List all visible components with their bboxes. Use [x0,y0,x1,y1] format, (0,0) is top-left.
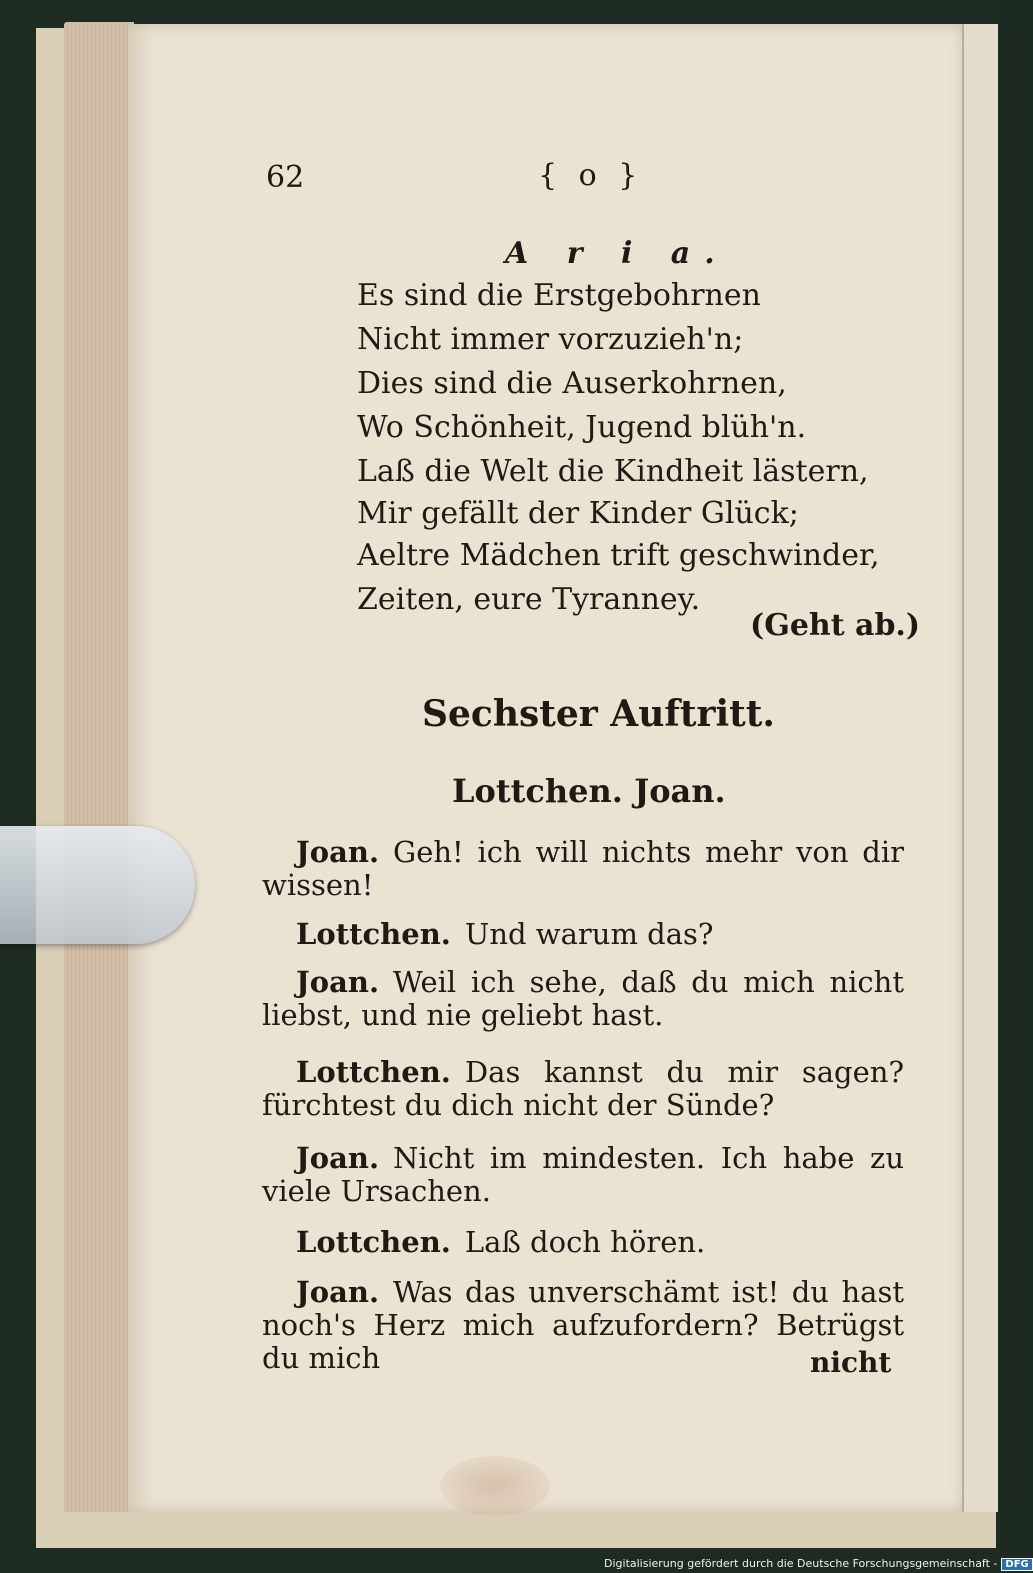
verse-line: Wo Schönheit, Jugend blüh'n. [357,410,807,445]
dialogue-line [262,1226,904,1259]
glass-page-weight [0,826,195,944]
page-number: 62 [266,160,305,195]
dialogue-text: Weil ich sehe, daß du mich nicht liebst, und nie geliebt hast. [262,965,904,1032]
speaker-name: Lottchen. [296,917,451,951]
paper-stain [440,1456,550,1516]
dialogue-line [262,1276,904,1375]
scene-characters: Lottchen. Joan. [452,772,726,810]
dialogue-text: Laß doch hören. [464,1225,706,1259]
header-ornament: { o } [538,158,644,193]
dialogue-text: Und warum das? [464,917,714,951]
catchword: nicht [810,1346,892,1379]
speaker-name: Lottchen. [296,1225,451,1259]
dialogue-text: Was das unverschämt ist! du hast noch's Herz mich aufzufordern? Betrügst du mich [262,1275,904,1375]
verse-line: Aeltre Mädchen trift geschwinder, [357,538,880,573]
verse-line: Zeiten, eure Tyranney. [357,582,701,617]
dialogue-line [262,836,904,902]
verse-line: Laß die Welt die Kindheit lästern, [357,454,869,489]
dialogue-line [262,918,904,951]
verse-line: Dies sind die Auserkohrnen, [357,366,787,401]
verse-line: Mir gefällt der Kinder Glück; [357,496,799,531]
speaker-name: Joan. [296,965,380,999]
dialogue-text: Geh! ich will nichts mehr von dir wissen! [262,835,904,902]
scene-title: Sechster Auftritt. [422,693,775,735]
speaker-name: Joan. [296,835,380,869]
dialogue-line [262,966,904,1032]
facing-page-edge [962,24,998,1512]
aria-title: A r i a. [505,236,729,271]
dialogue-line [262,1142,904,1208]
digitization-footer [604,1557,1033,1571]
dialogue-text: Nicht im mindesten. Ich habe zu viele Ursachen. [262,1141,904,1208]
speaker-name: Lottchen. [296,1055,451,1089]
dfg-logo-icon: DFG [1001,1558,1032,1571]
speaker-name: Joan. [296,1141,380,1175]
verse-line: Nicht immer vorzuzieh'n; [357,322,744,357]
stage-direction: (Geht ab.) [750,608,921,643]
speaker-name: Joan. [296,1275,380,1309]
page-stack-edge [64,22,134,1512]
verse-line: Es sind die Erstgebohrnen [357,278,761,313]
dialogue-text: Das kannst du mir sagen? fürchtest du dich nicht der Sünde? [262,1055,904,1122]
dialogue-line [262,1056,904,1122]
dfg-credit: Digitalisierung gefördert durch die Deutsche Forschungsgemeinschaft - [604,1557,998,1570]
